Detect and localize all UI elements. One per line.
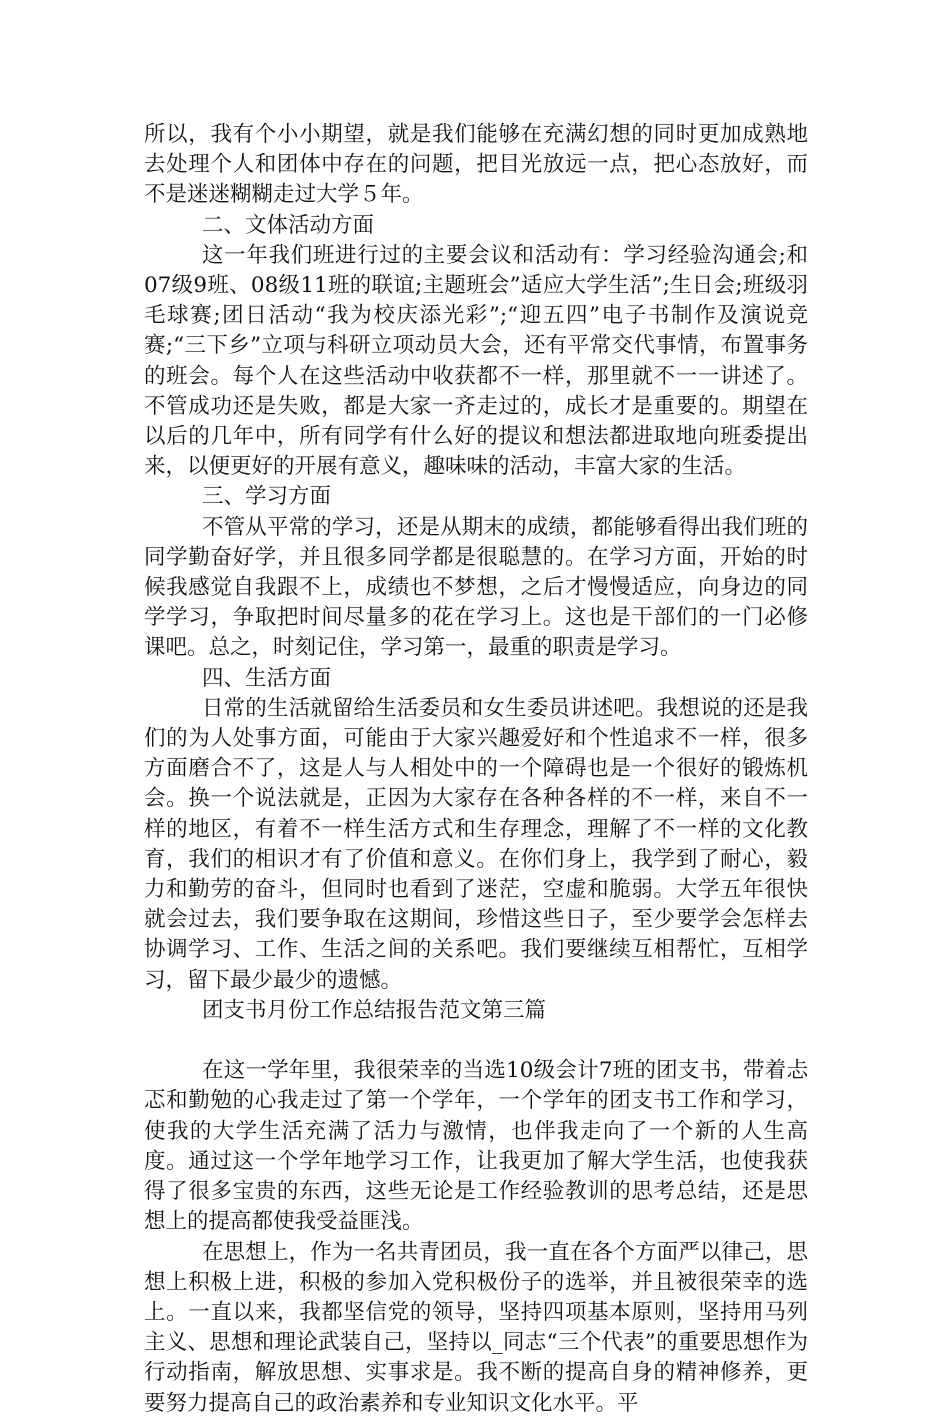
paragraph-intro: 所以，我有个小小期望，就是我们能够在充满幻想的同时更加成熟地去处理个人和团体中存在的问题，把目光放远一点，把心态放好，而不是迷迷糊糊走过大学５年。 xyxy=(144,122,808,208)
paragraph-ideology: 在思想上，作为一名共青团员，我一直在各个方面严以律己，思想上积极上进，积极的参加入党积极份子的选举，并且被很荣幸的选上。一直以来，我都坚信党的领导，坚持四项基本原则，坚持用马列主义、思想和理论武装自己，坚持以_同志“三个代表”的重要思想作为行动指南，解放思想、实事求是。我不断的提高自身的精神修养，更要努力提高自己的政治素养和专业知识文化水平。平 xyxy=(144,1239,808,1416)
section-heading-study: 三、学习方面 xyxy=(202,484,332,510)
paragraph-year-summary: 在这一学年里，我很荣幸的当选10级会计7班的团支书，带着忐忑和勤勉的心我走过了第一个学年，一个学年的团支书工作和学习，使我的大学生活充满了活力与激情，也伴我走向了一个新的人生高度。通过这一个学年地学习工作，让我更加了解大学生活，也使我获得了很多宝贵的东西，这些无论是工作经验教训的思考总结，还是思想上的提高都使我受益匪浅。 xyxy=(144,1058,808,1235)
section-heading-life: 四、生活方面 xyxy=(202,665,332,691)
article-title-third: 团支书月份工作总结报告范文第三篇 xyxy=(202,997,547,1023)
document-body xyxy=(144,120,808,1419)
section-heading-activities: 二、文体活动方面 xyxy=(202,212,375,238)
paragraph-study: 不管从平常的学习，还是从期末的成绩，都能够看得出我们班的同学勤奋好学，并且很多同学都是很聪慧的。在学习方面，开始的时候我感觉自我跟不上，成绩也不梦想，之后才慢慢适应，向身边的同学学习，争取把时间尽量多的花在学习上。这也是干部们的一门必修课吧。总之，时刻记住，学习第一，最重的职责是学习。 xyxy=(144,514,808,661)
paragraph-life: 日常的生活就留给生活委员和女生委员讲述吧。我想说的还是我们的为人处事方面，可能由于大家兴趣爱好和个性追求不一样，很多方面磨合不了，这是人与人相处中的一个障碍也是一个很好的锻炼机会。换一个说法就是，正因为大家存在各种各样的不一样，来自不一样的地区，有着不一样生活方式和生存理念，理解了不一样的文化教育，我们的相识才有了价值和意义。在你们身上，我学到了耐心，毅力和勤劳的奋斗，但同时也看到了迷茫，空虚和脆弱。大学五年很快就会过去，我们要争取在这期间，珍惜这些日子，至少要学会怎样去协调学习、工作、生活之间的关系吧。我们要继续互相帮忙，互相学习，留下最少最少的遗憾。 xyxy=(144,695,808,993)
paragraph-activities: 这一年我们班进行过的主要会议和活动有：学习经验沟通会;和07级9班、08级11班的联谊;主题班会”适应大学生活”;生日会;班级羽毛球赛;团日活动“我为校庆添光彩”;“迎五四”电子书制作及演说竞赛;“三下乡”立项与科研立项动员大会，还有平常交代事情，布置事务的班会。每个人在这些活动中收获都不一样，那里就不一一讲述了。不管成功还是失败，都是大家一齐走过的，成长才是重要的。期望在以后的几年中，所有同学有什么好的提议和想法都进取地向班委提出来，以便更好的开展有意义，趣味味的活动，丰富大家的生活。 xyxy=(144,242,808,480)
blank-line xyxy=(144,1026,808,1056)
